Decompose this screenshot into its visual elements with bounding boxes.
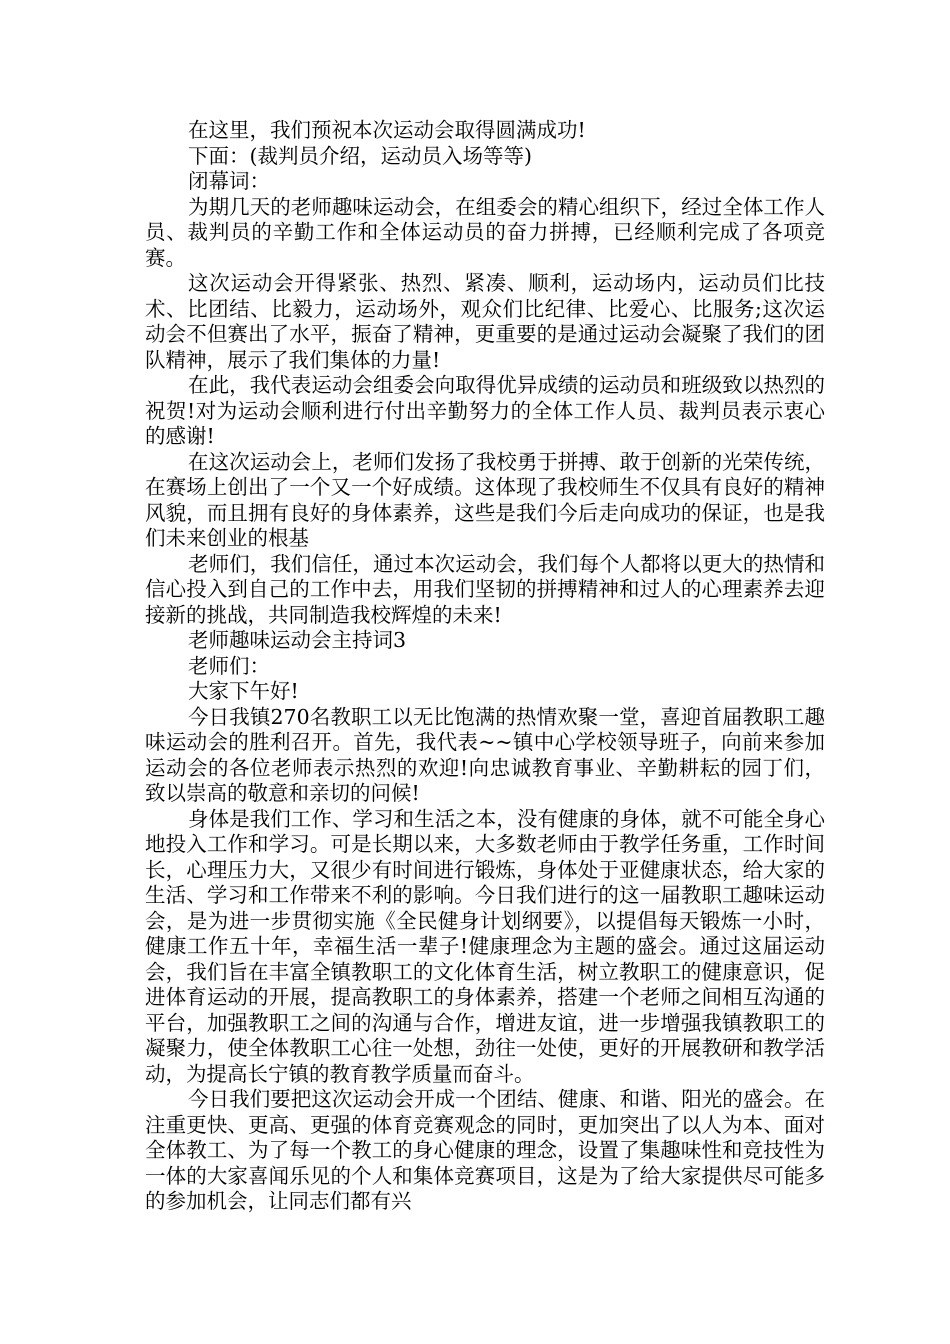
- paragraph-4: 为期几天的老师趣味运动会，在组委会的精心组织下，经过全体工作人员、裁判员的辛勤工作和全体运动员的奋力拼搏，已经顺利完成了各项竞赛。: [145, 194, 825, 270]
- document-body: [145, 118, 825, 1215]
- paragraph-6: 在此，我代表运动会组委会向取得优异成绩的运动员和班级致以热烈的祝贺!对为运动会顺利进行付出辛勤努力的全体工作人员、裁判员表示衷心的感谢!: [145, 373, 825, 448]
- salutation: 老师们：: [188, 653, 271, 678]
- paragraph-2: 下面：(裁判员介绍，运动员入场等等): [188, 143, 533, 168]
- paragraph-7: 在这次运动会上，老师们发扬了我校勇于拼搏、敢于创新的光荣传统，在赛场上创出了一个又一个好成绩。这体现了我校师生不仅具有良好的精神风貌，而且拥有良好的身体素养，这些是我们今后走向成功的保证，也是我们未来创业的根基: [145, 449, 825, 550]
- paragraph-8: 老师们，我们信任，通过本次运动会，我们每个人都将以更大的热情和信心投入到自己的工作中去，用我们坚韧的拼搏精神和过人的心理素养去迎接新的挑战，共同制造我校辉煌的未来!: [145, 551, 825, 627]
- greeting: 大家下午好!: [188, 679, 299, 703]
- paragraph-14: 今日我们要把这次运动会开成一个团结、健康、和谐、阳光的盛会。在注重更快、更高、更强的体育竞赛观念的同时，更加突出了以人为本、面对全体教工、为了每一个教工的身心健康的理念，设置了集趣味性和竞技性为一体的大家喜闻乐见的个人和集体竞赛项目，这是为了给大家提供尽可能多的参加机会，让同志们都有兴: [145, 1087, 825, 1213]
- paragraph-13: 身体是我们工作、学习和生活之本，没有健康的身体，就不可能全身心地投入工作和学习。可是长期以来，大多数老师由于教学任务重，工作时间长，心理压力大，又很少有时间进行锻炼，身体处于亚健康状态，给大家的生活、学习和工作带来不利的影响。今日我们进行的这一届教职工趣味运动会，是为进一步贯彻实施《全民健身计划纲要》，以提倡每天锻炼一小时，健康工作五十年，幸福生活一辈子!健康理念为主题的盛会。通过这届运动会，我们旨在丰富全镇教职工的文化体育生活，树立教职工的健康意识，促进体育运动的开展，提高教职工的身体素养，搭建一个老师之间相互沟通的平台，加强教职工之间的沟通与合作，增进友谊，进一步增强我镇教职工的凝聚力，使全体教职工心往一处想，劲往一处使，更好的开展教研和教学活动，为提高长宁镇的教育教学质量而奋斗。: [145, 806, 825, 1086]
- section-heading: 老师趣味运动会主持词3: [188, 628, 407, 652]
- paragraph-1: 在这里，我们预祝本次运动会取得圆满成功!: [188, 118, 586, 142]
- paragraph-5: 这次运动会开得紧张、热烈、紧凑、顺利，运动场内，运动员们比技术、比团结、比毅力，运动场外，观众们比纪律、比爱心、比服务;这次运动会不但赛出了水平，振奋了精神，更重要的是通过运动会凝聚了我们的团队精神，展示了我们集体的力量!: [145, 271, 825, 372]
- paragraph-3: 闭幕词：: [188, 169, 271, 193]
- paragraph-12: 今日我镇270名教职工以无比饱满的热情欢聚一堂，喜迎首届教职工趣味运动会的胜利召开。首先，我代表~~镇中心学校领导班子，向前来参加运动会的各位老师表示热烈的欢迎!向忠诚教育事业、辛勤耕耘的园丁们，致以崇高的敬意和亲切的问候!: [145, 704, 825, 805]
